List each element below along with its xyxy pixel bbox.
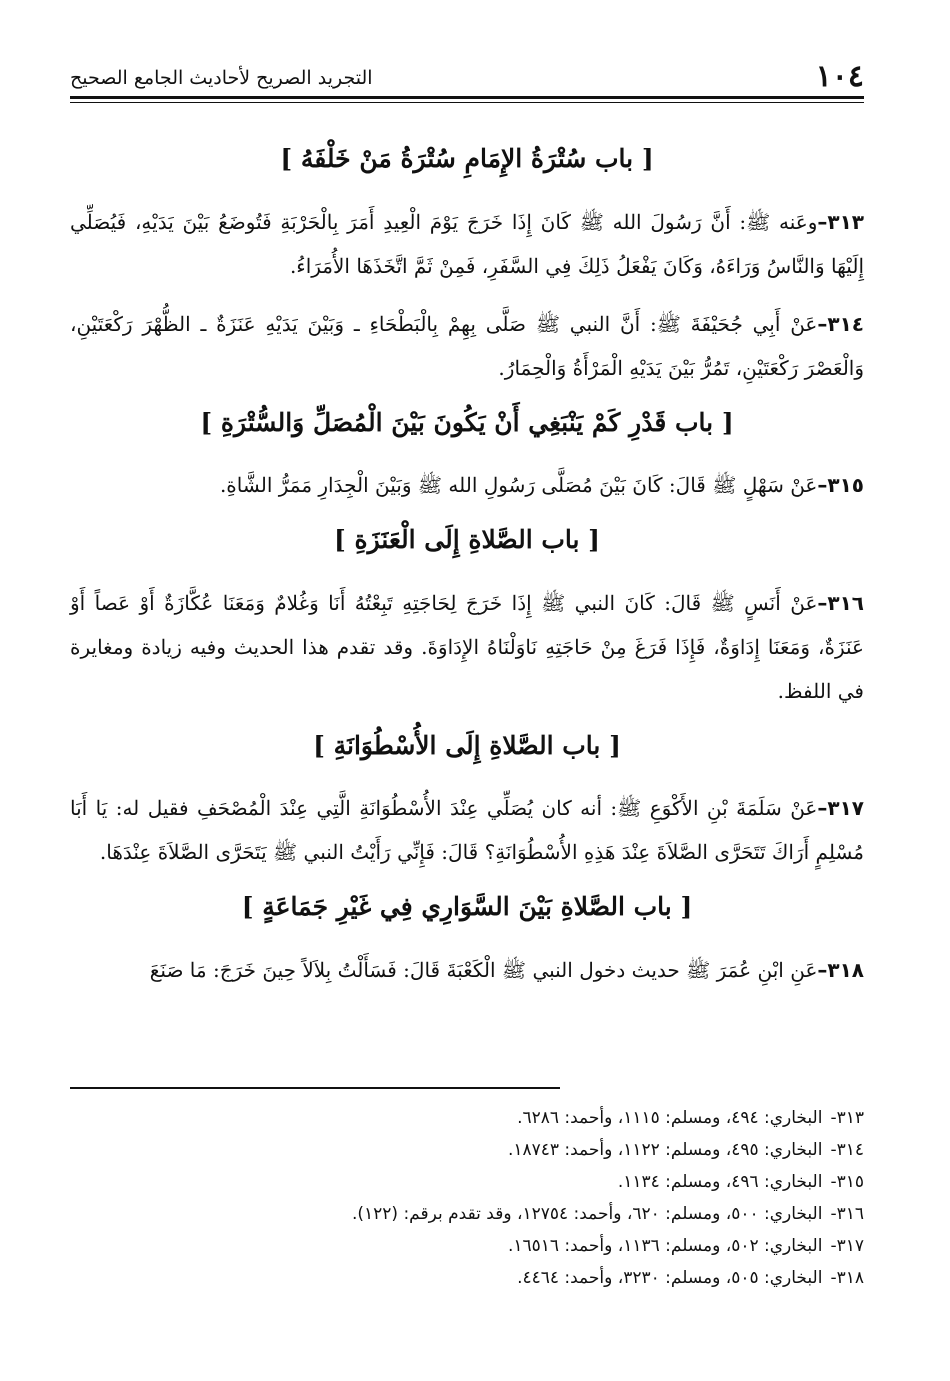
chapter-heading: [ باب سُتْرَةُ الإِمَامِ سُتْرَةُ مَنْ خَلْفَهُ ] (280, 144, 654, 173)
hadith-text: عَنْ أَنَسٍ ﷺ قَالَ: كَانَ النبي ﷺ إِذَا خَرَجَ لِحَاجَتِهِ تَبِعْتُهُ أَنَا وَغُلامٌ وَمَعَنَا عُكَّازَةٌ أَوْ عَصاً أَوْ عَنَزَةٌ، وَمَعَنَا إِدَاوَةٌ، فَإِذَا فَرَغَ مِنْ حَاجَتِهِ نَاوَلْنَاهُ الإِدَاوَةَ. وقد تقدم هذا الحديث وفيه زيادة ومغايرة في اللفظ. (70, 590, 864, 703)
main-text (70, 140, 864, 1006)
chapter-heading: [ باب الصَّلاةِ إِلَى الْعَنَزَةِ ] (333, 525, 600, 554)
footnote-text: البخاري: ٤٩٥، ومسلم: ١١٢٢، وأحمد: ١٨٧٤٣. (507, 1140, 823, 1160)
header-rule (70, 96, 864, 99)
hadith-number: ٣١٧ – (817, 796, 864, 820)
running-title: التجريد الصريح لأحاديث الجامع الصحيح (70, 67, 373, 89)
hadith-number: ٣١٦ – (817, 591, 864, 615)
footnote-text: البخاري: ٥٠٥، ومسلم: ٣٢٣٠، وأحمد: ٤٤٦٤. (517, 1268, 823, 1288)
chapter-heading: [ باب الصَّلاةِ إِلَى الأُسْطُوَانَةِ ] (313, 730, 621, 760)
hadith-number: ٣١٥ – (817, 473, 864, 497)
hadith-314 (70, 302, 864, 390)
chapter-heading: [ باب الصَّلاةِ بَيْنَ السَّوَارِي فِي غَيْرِ جَمَاعَةٍ ] (241, 892, 693, 921)
header-rule-thin (70, 102, 864, 103)
footnote-text: البخاري: ٥٠٢، ومسلم: ١١٣٦، وأحمد: ١٦٥١٦. (507, 1236, 823, 1256)
footnote-text: البخاري: ٤٩٤، ومسلم: ١١١٥، وأحمد: ٦٢٨٦. (517, 1108, 823, 1128)
hadith-number: ٣١٣ – (817, 210, 864, 234)
hadith-text: عَنْ سَلَمَةَ بْنِ الأَكْوَعِ ﷺ: أنه كان يُصَلِّي عِنْدَ الأُسْطُوَانَةِ الَّتِي عِنْدَ الْمُصْحَفِ فقيل له: يَا أَبَا مُسْلِمٍ أَرَاكَ تَتَحَرَّى الصَّلاَةَ عِنْدَ هَذِهِ الأُسْطُوَانَةِ؟ قَالَ: فَإِنِّي رَأَيْتُ النبي ﷺ يَتَحَرَّى الصَّلاَةَ عِنْدَهَا. (70, 796, 864, 864)
footnote-item (70, 1230, 864, 1262)
footnote-text: البخاري: ٥٠٠، ومسلم: ٦٢٠، وأحمد: ١٢٧٥٤، وقد تقدم برقم: (١٢٢). (351, 1204, 823, 1224)
hadith-318 (70, 948, 864, 992)
hadith-text: عَنِ ابْنِ عُمَرَ ﷺ حديث دخول النبي ﷺ الْكَعْبَةَ قَالَ: فَسَأَلْتُ بِلاَلاً حِينَ خَرَجَ: مَا صَنَعَ (149, 957, 818, 982)
footnote-separator (70, 1087, 560, 1089)
footnote-number: ٣١٣- (830, 1108, 864, 1128)
footnote-number: ٣١٦- (830, 1204, 864, 1224)
hadith-313 (70, 200, 864, 288)
page-number: ١٠٤ (815, 59, 864, 94)
footnote-item (70, 1166, 864, 1198)
footnotes-list (70, 1102, 864, 1294)
footnote-item (70, 1134, 864, 1166)
book-page (70, 0, 864, 1381)
hadith-316 (70, 581, 864, 713)
chapter-heading: [ باب قَدْرِ كَمْ يَنْبَغِي أَنْ يَكُونَ بَيْنَ الْمُصَلِّ وَالسُّتْرَةِ ] (200, 407, 734, 437)
hadith-number: ٣١٤ – (817, 312, 864, 336)
footnote-number: ٣١٥- (830, 1172, 864, 1192)
hadith-317 (70, 786, 864, 874)
hadith-number: ٣١٨ – (817, 958, 864, 982)
footnote-item (70, 1102, 864, 1134)
hadith-text: عَنْ سَهْلٍ ﷺ قَالَ: كَانَ بَيْنَ مُصَلَّى رَسُولِ الله ﷺ وَبَيْنَ الْجِدَارِ مَمَرُّ الشَّاةِ. (219, 473, 818, 497)
hadith-text: عَنْ أَبِي جُحَيْفَةَ ﷺ: أَنَّ النبي ﷺ صَلَّى بِهِمْ بِالْبَطْحَاءِ ـ وَبَيْنَ يَدَيْهِ عَنَزَةٌ ـ الظُّهْرَ رَكْعَتَيْنِ، وَالْعَصْرَ رَكْعَتَيْنِ، تَمُرُّ بَيْنَ يَدَيْهِ الْمَرْأَةُ وَالْحِمَارُ. (70, 311, 864, 380)
footnote-number: ٣١٤- (830, 1140, 864, 1160)
footnote-item (70, 1198, 864, 1230)
page-header (70, 52, 864, 92)
hadith-text: وعَنه ﷺ: أَنَّ رَسُولَ الله ﷺ كَانَ إِذَا خَرَجَ يَوْمَ الْعِيدِ أَمَرَ بِالْحَرْبَةِ فَتُوضَعُ بَيْنَ يَدَيْهِ، فَيُصَلِّي إِلَيْهَا وَالنَّاسُ وَرَاءَهُ، وَكَانَ يَفْعَلُ ذَلِكَ فِي السَّفَرِ، فَمِنْ ثَمَّ اتَّخَذَهَا الأُمَرَاءُ. (70, 209, 864, 278)
footnote-number: ٣١٨- (830, 1268, 864, 1288)
footnote-item (70, 1262, 864, 1294)
hadith-315 (70, 463, 864, 507)
footnote-number: ٣١٧- (830, 1236, 864, 1256)
footnote-text: البخاري: ٤٩٦، ومسلم: ١١٣٤. (617, 1172, 823, 1192)
